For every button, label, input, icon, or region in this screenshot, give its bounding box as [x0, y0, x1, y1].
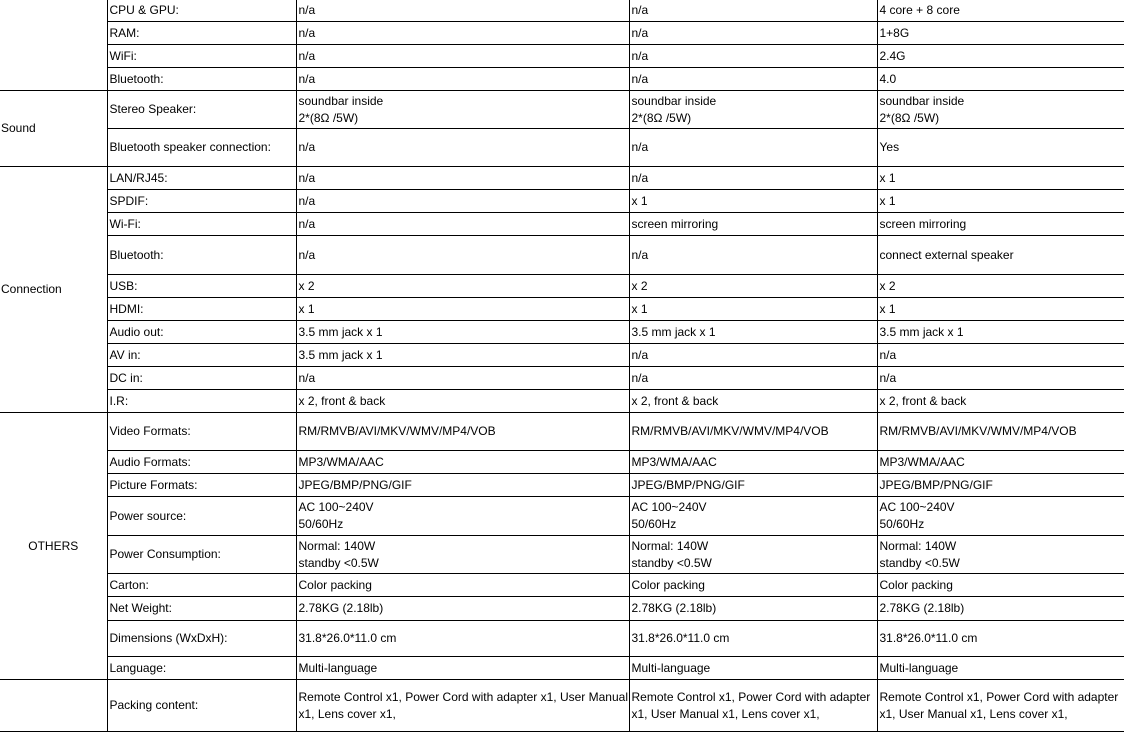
table-row: [0, 275, 1124, 298]
spec-value-line: JPEG/BMP/PNG/GIF: [879, 477, 993, 492]
spec-value-line: MP3/WMA/AAC: [879, 454, 965, 469]
spec-value: [877, 190, 1124, 213]
table-row: [0, 413, 1124, 451]
spec-value-line: 2.4G: [879, 48, 906, 63]
table-row: [0, 45, 1124, 68]
spec-value-line: n/a: [631, 347, 649, 362]
spec-value-line: n/a: [631, 48, 649, 63]
spec-value-line: 50/60Hz: [879, 517, 925, 531]
spec-value: [877, 22, 1124, 45]
table-row: [0, 236, 1124, 275]
spec-value: [296, 236, 629, 275]
table-row: [0, 451, 1124, 474]
spec-value-line: n/a: [631, 247, 649, 262]
spec-value: [296, 451, 629, 474]
spec-value-line: 1+8G: [879, 25, 910, 40]
spec-value-line: standby <0.5W: [879, 555, 960, 570]
spec-value: [296, 474, 629, 497]
spec-value: [296, 190, 629, 213]
spec-value-line: RM/RMVB/AVI/MKV/WMV/MP4/VOB: [298, 424, 496, 438]
spec-value: [629, 574, 877, 597]
spec-value-line: Multi-language: [631, 660, 711, 675]
spec-label: Power source:: [107, 497, 296, 536]
spec-label: Stereo Speaker:: [107, 91, 296, 129]
spec-value-line: screen mirroring: [631, 216, 719, 231]
spec-value-line: n/a: [631, 71, 649, 86]
table-row: [0, 657, 1124, 680]
spec-value: [296, 213, 629, 236]
spec-value-line: 2.78KG (2.18lb): [879, 601, 965, 615]
spec-label: Picture Formats:: [107, 474, 296, 497]
spec-value-line: n/a: [298, 3, 316, 17]
spec-value: [877, 298, 1124, 321]
spec-label: SPDIF:: [107, 190, 296, 213]
spec-value: [296, 344, 629, 367]
table-row: [0, 22, 1124, 45]
spec-label: WiFi:: [107, 45, 296, 68]
spec-label: HDMI:: [107, 298, 296, 321]
spec-value: [877, 497, 1124, 536]
spec-value-line: 3.5 mm jack x 1: [879, 324, 964, 339]
spec-value-line: x 1: [879, 170, 896, 185]
spec-label: Bluetooth:: [107, 236, 296, 275]
spec-value-line: 3.5 mm jack x 1: [298, 324, 383, 339]
spec-value: [629, 275, 877, 298]
spec-value: [629, 22, 877, 45]
table-row: [0, 298, 1124, 321]
spec-label: Language:: [107, 657, 296, 680]
spec-value-line: Remote Control x1, Power Cord with adapter x1, User Manual x1, Lens cover x1,: [298, 689, 628, 721]
spec-label: LAN/RJ45:: [107, 167, 296, 190]
spec-value-line: x 1: [631, 301, 648, 316]
table-row: [0, 321, 1124, 344]
spec-label: DC in:: [107, 367, 296, 390]
spec-value-line: n/a: [298, 170, 316, 185]
spec-value-line: MP3/WMA/AAC: [298, 454, 384, 469]
spec-value: [296, 413, 629, 451]
spec-value-line: Multi-language: [879, 660, 959, 675]
spec-value-line: Remote Control x1, Power Cord with adapter x1, User Manual x1, Lens cover x1,: [879, 689, 1119, 721]
spec-value-line: x 2: [298, 278, 315, 293]
table-row: [0, 621, 1124, 657]
spec-value-line: Normal: 140W: [631, 538, 709, 553]
spec-value-line: 3.5 mm jack x 1: [631, 324, 716, 339]
spec-value-line: x 2: [631, 278, 648, 293]
table-row: [0, 167, 1124, 190]
spec-value-line: 31.8*26.0*11.0 cm: [298, 631, 397, 645]
category-cell-connection: Connection: [0, 167, 107, 413]
table-row: [0, 68, 1124, 91]
spec-value-line: 3.5 mm jack x 1: [298, 347, 383, 362]
spec-value: [877, 390, 1124, 413]
spec-value: [296, 45, 629, 68]
spec-value-line: n/a: [298, 71, 316, 86]
spec-value: [296, 536, 629, 574]
spec-value: [629, 213, 877, 236]
spec-value-line: x 2, front & back: [879, 393, 967, 408]
spec-value: [629, 298, 877, 321]
spec-value: [629, 474, 877, 497]
table-row: [0, 574, 1124, 597]
spec-value: [629, 190, 877, 213]
spec-label: Bluetooth:: [107, 68, 296, 91]
table-row: [0, 597, 1124, 621]
spec-value: [877, 657, 1124, 680]
table-row: [0, 190, 1124, 213]
spec-value: [629, 321, 877, 344]
table-row: [0, 474, 1124, 497]
spec-value-line: n/a: [631, 370, 649, 385]
spec-value-line: n/a: [879, 370, 897, 385]
spec-value: [296, 167, 629, 190]
table-row: [0, 536, 1124, 574]
spec-value: [877, 167, 1124, 190]
spec-value: [629, 91, 877, 129]
spec-value-line: JPEG/BMP/PNG/GIF: [298, 477, 412, 492]
table-row: [0, 390, 1124, 413]
spec-value: [296, 621, 629, 657]
spec-value-line: n/a: [631, 3, 649, 17]
spec-value: [629, 236, 877, 275]
spec-value-line: standby <0.5W: [298, 555, 379, 570]
spec-value: [877, 597, 1124, 621]
spec-value-line: n/a: [879, 347, 897, 362]
spec-value: [296, 22, 629, 45]
spec-label: AV in:: [107, 344, 296, 367]
spec-label: Carton:: [107, 574, 296, 597]
spec-value: [296, 597, 629, 621]
spec-value: [296, 68, 629, 91]
spec-value: [629, 45, 877, 68]
spec-value-line: x 2: [879, 278, 896, 293]
spec-value-line: n/a: [631, 140, 649, 154]
spec-label: I.R:: [107, 390, 296, 413]
category-cell: [0, 0, 107, 91]
spec-value: [629, 167, 877, 190]
spec-value-line: Normal: 140W: [879, 538, 957, 553]
spec-value-line: n/a: [298, 48, 316, 63]
spec-value-line: x 1: [298, 301, 315, 316]
spec-value: [629, 621, 877, 657]
spec-value: [877, 129, 1124, 167]
spec-value: [296, 657, 629, 680]
spec-value-line: Multi-language: [298, 660, 378, 675]
spec-value-line: n/a: [631, 170, 649, 185]
spec-value-line: soundbar inside: [879, 93, 965, 108]
spec-value: [877, 536, 1124, 574]
spec-value: [296, 574, 629, 597]
spec-value: [296, 367, 629, 390]
spec-value-line: connect external speaker: [879, 247, 1014, 262]
spec-label: Net Weight:: [107, 597, 296, 621]
spec-value-line: n/a: [298, 247, 316, 262]
spec-value-line: soundbar inside: [631, 93, 717, 108]
spec-value: [296, 91, 629, 129]
spec-value: [629, 657, 877, 680]
spec-value: [629, 367, 877, 390]
spec-value-line: Remote Control x1, Power Cord with adapter x1, User Manual x1, Lens cover x1,: [631, 689, 871, 721]
table-row: [0, 91, 1124, 129]
spec-value-line: n/a: [631, 25, 649, 40]
spec-value: [877, 451, 1124, 474]
spec-label: Bluetooth speaker connection:: [107, 129, 296, 167]
spec-value: [629, 413, 877, 451]
spec-value: [877, 321, 1124, 344]
spec-value-line: 31.8*26.0*11.0 cm: [879, 631, 978, 645]
spec-label: Audio out:: [107, 321, 296, 344]
spec-value-line: 2.78KG (2.18lb): [631, 601, 717, 615]
spec-value-line: Color packing: [298, 577, 372, 592]
spec-value: [877, 236, 1124, 275]
spec-value-line: n/a: [298, 370, 316, 385]
spec-value-line: Normal: 140W: [298, 538, 376, 553]
spec-value: [296, 390, 629, 413]
spec-value-line: AC 100~240V: [879, 500, 955, 514]
spec-value: [629, 344, 877, 367]
spec-label: CPU & GPU:: [107, 0, 296, 22]
spec-value-line: Yes: [879, 140, 900, 154]
table-row: [0, 497, 1124, 536]
spec-value: [296, 275, 629, 298]
spec-value: [629, 597, 877, 621]
table-row: [0, 0, 1124, 22]
spec-value-line: standby <0.5W: [631, 555, 712, 570]
spec-label: Video Formats:: [107, 413, 296, 451]
spec-label: Audio Formats:: [107, 451, 296, 474]
spec-value-line: soundbar inside: [298, 93, 384, 108]
spec-value: [629, 451, 877, 474]
spec-value: [296, 321, 629, 344]
spec-value-line: Color packing: [631, 577, 705, 592]
spec-label: Packing content:: [107, 680, 296, 732]
spec-value: [877, 45, 1124, 68]
spec-value-line: 50/60Hz: [631, 517, 677, 531]
category-cell-sound: Sound: [0, 91, 107, 167]
spec-value-line: 2*(8Ω /5W): [879, 110, 940, 125]
spec-value-line: x 2, front & back: [298, 393, 386, 408]
spec-value: [629, 390, 877, 413]
spec-value: [629, 0, 877, 22]
spec-value-line: 4.0: [879, 71, 897, 86]
spec-value-line: 2.78KG (2.18lb): [298, 601, 384, 615]
spec-value-line: RM/RMVB/AVI/MKV/WMV/MP4/VOB: [879, 424, 1077, 438]
table-row: [0, 367, 1124, 390]
spec-value-line: 50/60Hz: [298, 517, 344, 531]
spec-value-line: n/a: [298, 216, 316, 231]
spec-value-line: n/a: [298, 140, 316, 154]
spec-value-line: x 1: [879, 193, 896, 208]
spec-value-line: JPEG/BMP/PNG/GIF: [631, 477, 745, 492]
spec-value: [877, 275, 1124, 298]
spec-value-line: MP3/WMA/AAC: [631, 454, 717, 469]
spec-value: [877, 474, 1124, 497]
spec-label: Power Consumption:: [107, 536, 296, 574]
spec-value: [877, 213, 1124, 236]
spec-value-line: AC 100~240V: [631, 500, 707, 514]
spec-value: [629, 497, 877, 536]
spec-value: [629, 536, 877, 574]
spec-value-line: x 1: [879, 301, 896, 316]
spec-value: [877, 621, 1124, 657]
spec-value-line: 2*(8Ω /5W): [631, 110, 692, 125]
spec-value-line: n/a: [298, 25, 316, 40]
spec-value-line: x 1: [631, 193, 648, 208]
table-row: [0, 129, 1124, 167]
spec-value-line: AC 100~240V: [298, 500, 374, 514]
spec-value-line: screen mirroring: [879, 216, 967, 231]
spec-value: [877, 68, 1124, 91]
spec-value: [629, 129, 877, 167]
spec-label: RAM:: [107, 22, 296, 45]
spec-value-line: Color packing: [879, 577, 953, 592]
category-cell-others: OTHERS: [0, 413, 107, 680]
spec-value: [877, 91, 1124, 129]
spec-label: Wi-Fi:: [107, 213, 296, 236]
spec-value-line: x 2, front & back: [631, 393, 719, 408]
spec-label: USB:: [107, 275, 296, 298]
spec-value: [296, 129, 629, 167]
spec-value: [877, 367, 1124, 390]
table-row: [0, 344, 1124, 367]
spec-value: [877, 0, 1124, 22]
spec-value: [629, 68, 877, 91]
spec-value-line: RM/RMVB/AVI/MKV/WMV/MP4/VOB: [631, 424, 829, 438]
spec-value: [296, 497, 629, 536]
spec-value: [877, 344, 1124, 367]
spec-value-line: 2*(8Ω /5W): [298, 110, 359, 125]
spec-value-line: n/a: [298, 193, 316, 208]
spec-label: Dimensions (WxDxH):: [107, 621, 296, 657]
table-row: [0, 213, 1124, 236]
spec-value-line: 4 core + 8 core: [879, 3, 960, 17]
spec-value: [877, 574, 1124, 597]
spec-value: [296, 298, 629, 321]
spec-value-line: 31.8*26.0*11.0 cm: [631, 631, 730, 645]
spec-value: [877, 413, 1124, 451]
spec-value: [296, 0, 629, 22]
